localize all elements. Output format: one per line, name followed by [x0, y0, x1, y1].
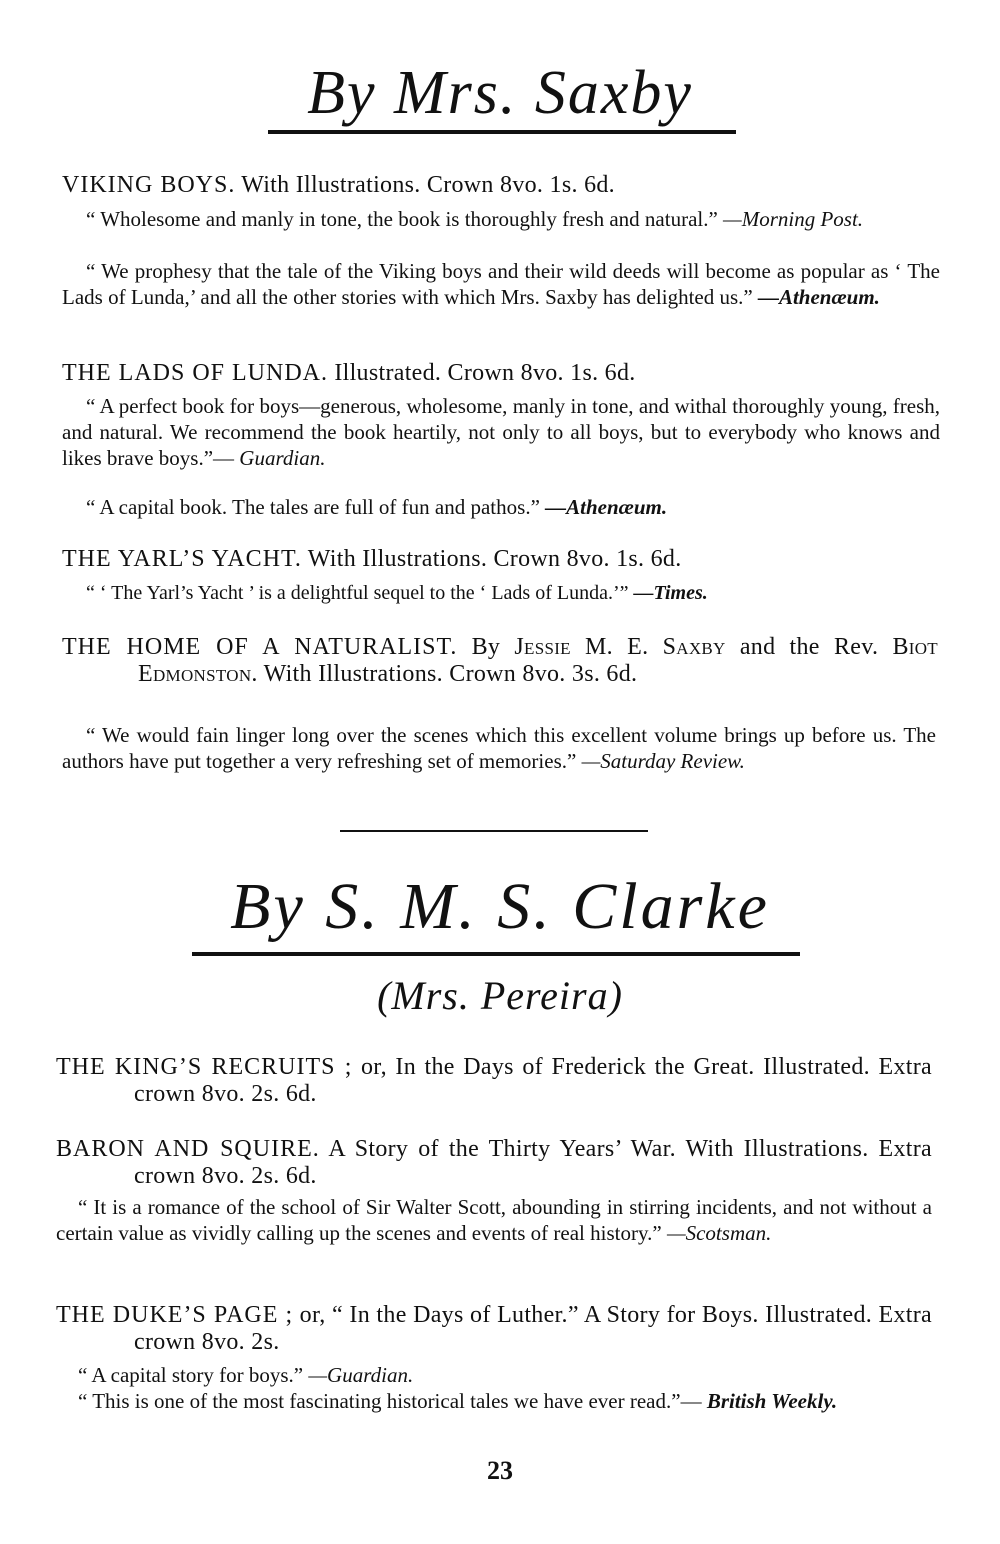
quote-source: —Times.: [633, 582, 708, 604]
author-joiner: and the Rev.: [739, 634, 879, 660]
review-quote: [62, 206, 940, 232]
quote-source: —Guardian.: [308, 1363, 414, 1387]
book-entry-title: [62, 172, 942, 199]
review-quote: [62, 494, 940, 520]
book-title: THE LADS OF LUNDA.: [62, 360, 328, 386]
book-title: BARON AND SQUIRE.: [56, 1136, 320, 1162]
quote-text: “ A perfect book for boys—generous, wholesome, manly in tone, and withal thoroughly young, fresh, and natural. We recommend the book heartily, not only to all boys, but to everybody who knows and likes brave boys.”—: [62, 394, 940, 470]
quote-text: “ This is one of the most fascinating historical tales we have ever read.”—: [78, 1389, 702, 1413]
section-subheading: (Mrs. Pereira): [377, 973, 623, 1018]
book-details: A Story of the Thirty Years’ War. With Illustrations. Extra crown 8vo. 2s. 6d.: [134, 1136, 932, 1189]
page-number: 23: [487, 1456, 513, 1485]
author-name: Biot Edmonston.: [138, 634, 938, 687]
section-heading-saxby: By Mrs. Saxby: [307, 59, 693, 127]
review-quote: [56, 1362, 932, 1388]
book-title: THE HOME OF A NATURALIST.: [62, 634, 458, 660]
author-prefix: By: [471, 634, 501, 660]
review-quote: [62, 393, 940, 471]
quote-source: British Weekly.: [706, 1389, 838, 1413]
review-quote: [62, 258, 940, 310]
book-details: With Illustrations. Crown 8vo. 3s. 6d.: [263, 661, 638, 687]
book-title: THE KING’S RECRUITS ;: [56, 1054, 353, 1080]
review-quote: [56, 1388, 932, 1414]
quote-source: —Athenæum.: [757, 285, 880, 309]
quote-source: —Morning Post.: [723, 207, 864, 231]
quote-source: Guardian.: [239, 446, 326, 470]
book-details: or, “ In the Days of Luther.” A Story for Boys. Illustrated. Extra crown 8vo. 2s.: [134, 1302, 932, 1355]
quote-source: —Athenæum.: [545, 495, 668, 519]
quote-text: “ A capital story for boys.”: [78, 1363, 304, 1387]
review-quote: [56, 1194, 932, 1246]
review-quote: [62, 722, 936, 774]
author-name: Jessie M. E. Saxby: [514, 634, 726, 660]
book-entry-title: [62, 360, 942, 387]
book-entry-title: [56, 1136, 932, 1190]
book-entry-title: [56, 1054, 932, 1108]
quote-source: —Scotsman.: [666, 1221, 772, 1245]
book-details: Illustrated. Crown 8vo. 1s. 6d.: [334, 360, 636, 386]
section-divider: [340, 830, 648, 832]
quote-text: “ A capital book. The tales are full of fun and pathos.”: [86, 495, 540, 519]
book-title: THE YARL’S YACHT.: [62, 546, 302, 572]
quote-text: “ It is a romance of the school of Sir Walter Scott, abounding in stirring incidents, and not without a certain value as vividly calling up the scenes and events of real history.”: [56, 1195, 932, 1245]
book-title: VIKING BOYS.: [62, 172, 236, 198]
quote-text: “ Wholesome and manly in tone, the book is thoroughly fresh and natural.”: [86, 207, 718, 231]
book-title: THE DUKE’S PAGE ;: [56, 1302, 294, 1328]
book-details: With Illustrations. Crown 8vo. 1s. 6d.: [241, 172, 615, 198]
quote-text: “ We would fain linger long over the scenes which this excellent volume brings up before us. The authors have put together a very refreshing set of memories.”: [62, 723, 936, 773]
book-details: With Illustrations. Crown 8vo. 1s. 6d.: [307, 546, 682, 572]
book-entry-title: [62, 546, 942, 573]
heading-underline: [268, 130, 736, 134]
book-details: or, In the Days of Frederick the Great. Illustrated. Extra crown 8vo. 2s. 6d.: [134, 1054, 932, 1107]
review-quote: [62, 580, 942, 606]
quote-source: —Saturday Review.: [581, 749, 745, 773]
quote-text: “ ‘ The Yarl’s Yacht ’ is a delightful sequel to the ‘ Lads of Lunda.’”: [86, 582, 629, 604]
book-entry-title: [62, 634, 938, 688]
quote-text: “ We prophesy that the tale of the Viking boys and their wild deeds will become as popular as ‘ The Lads of Lunda,’ and all the other stories with which Mrs. Saxby has delighted us.”: [62, 259, 940, 309]
section-heading-clarke: By S. M. S. Clarke: [230, 870, 770, 943]
heading-underline: [192, 952, 800, 956]
book-entry-title: [56, 1302, 932, 1356]
